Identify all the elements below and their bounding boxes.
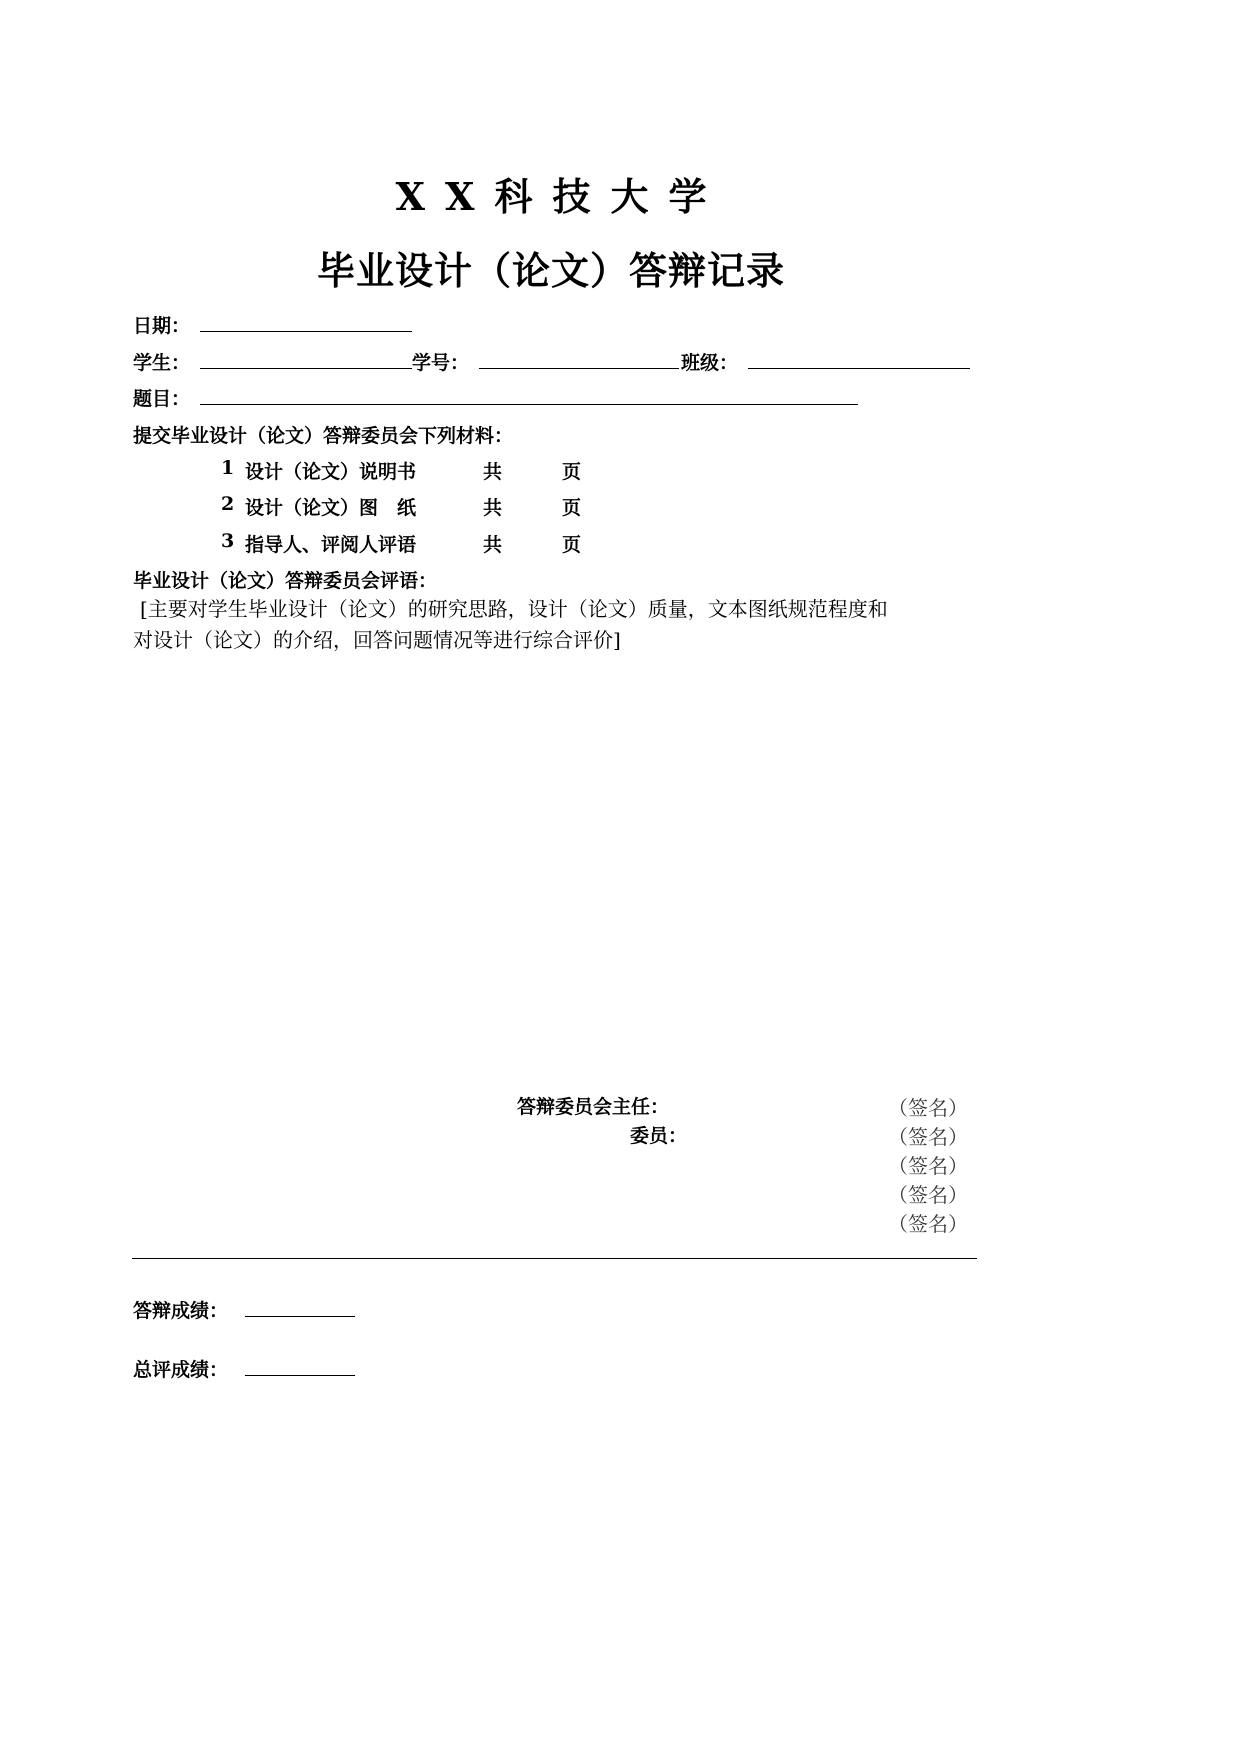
class-field[interactable] bbox=[748, 368, 970, 369]
member-signature[interactable]: （签名） bbox=[888, 1125, 968, 1149]
section-divider bbox=[132, 1258, 977, 1259]
chair-label: 答辩委员会主任： bbox=[517, 1096, 670, 1118]
student-id-field[interactable] bbox=[479, 368, 679, 369]
student-field[interactable] bbox=[200, 368, 412, 369]
defense-grade-field[interactable] bbox=[245, 1316, 355, 1317]
material-no: 1 bbox=[221, 457, 235, 479]
comments-instruction-line1: [主要对学生毕业设计（论文）的研究思路，设计（论文）质量，文本图纸规范程度和 bbox=[140, 597, 888, 621]
material-name: 设计（论文）图 纸 bbox=[245, 497, 417, 519]
materials-heading: 提交毕业设计（论文）答辩委员会下列材料： bbox=[133, 425, 514, 447]
topic-label: 题目： bbox=[133, 388, 191, 410]
student-id-label: 学号： bbox=[412, 352, 470, 374]
material-total: 共 bbox=[483, 461, 503, 483]
overall-grade-field[interactable] bbox=[245, 1375, 355, 1376]
defense-grade-label: 答辩成绩： bbox=[133, 1300, 229, 1322]
material-no: 3 bbox=[221, 530, 235, 552]
member-label: 委员： bbox=[630, 1125, 688, 1147]
document-title: 毕业设计（论文）答辩记录 bbox=[316, 248, 785, 293]
material-name: 指导人、评阅人评语 bbox=[245, 534, 417, 556]
university-name: XX科技大学 bbox=[395, 174, 727, 219]
class-label: 班级： bbox=[681, 352, 739, 374]
material-unit: 页 bbox=[562, 461, 582, 483]
chair-signature[interactable]: （签名） bbox=[888, 1096, 968, 1120]
comments-instruction-line2: 对设计（论文）的介绍，回答问题情况等进行综合评价] bbox=[133, 628, 621, 652]
material-total: 共 bbox=[483, 497, 503, 519]
topic-field[interactable] bbox=[200, 404, 858, 405]
material-total: 共 bbox=[483, 534, 503, 556]
comments-heading: 毕业设计（论文）答辩委员会评语： bbox=[133, 570, 438, 592]
material-unit: 页 bbox=[562, 534, 582, 556]
date-label: 日期： bbox=[133, 315, 191, 337]
material-name: 设计（论文）说明书 bbox=[245, 461, 417, 483]
material-unit: 页 bbox=[562, 497, 582, 519]
material-no: 2 bbox=[221, 493, 235, 515]
member-signature[interactable]: （签名） bbox=[888, 1212, 968, 1236]
student-label: 学生： bbox=[133, 352, 191, 374]
date-field[interactable] bbox=[200, 331, 412, 332]
member-signature[interactable]: （签名） bbox=[888, 1183, 968, 1207]
overall-grade-label: 总评成绩： bbox=[133, 1359, 229, 1381]
member-signature[interactable]: （签名） bbox=[888, 1154, 968, 1178]
